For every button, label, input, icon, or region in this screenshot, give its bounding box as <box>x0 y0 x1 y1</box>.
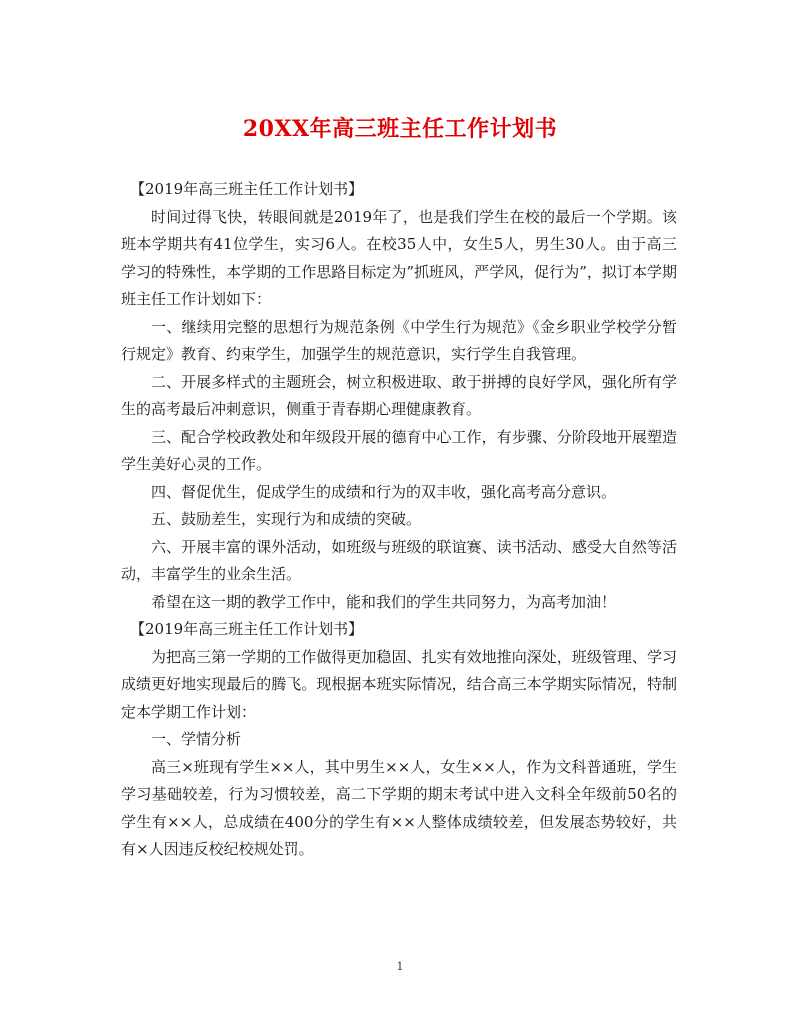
paragraph: 四、督促优生，促成学生的成绩和行为的双丰收，强化高考高分意识。 <box>151 482 617 501</box>
paragraph: 高三×班现有学生××人，其中男生××人，女生××人，作为文科普通班，学生学习基础较差，行为习惯较差，高二下学期的期末考试中进入文科全年级前50名的学生有××人，总成绩在400分的学生有××人整体成绩较差，但发展态势较好，共有×人因违反校纪校规处罚。 <box>121 757 677 858</box>
section-heading: 【2019年高三班主任工作计划书】 <box>130 180 364 198</box>
paragraph: 一、继续用完整的思想行为规范条例《中学生行为规范》《金乡职业学校学分暂行规定》教育、约束学生，加强学生的规范意识，实行学生自我管理。 <box>121 317 677 363</box>
section-heading: 【2019年高三班主任工作计划书】 <box>130 620 364 638</box>
paragraph: 为把高三第一学期的工作做得更加稳固、扎实有效地推向深处，班级管理、学习成绩更好地实现最后的腾飞。现根据本班实际情况，结合高三本学期实际情况，特制定本学期工作计划： <box>121 647 677 721</box>
page-number: 1 <box>396 960 404 973</box>
paragraph: 二、开展多样式的主题班会，树立积极进取、敢于拼搏的良好学风，强化所有学生的高考最后冲刺意识，侧重于青春期心理健康教育。 <box>121 372 677 418</box>
paragraph: 五、鼓励差生，实现行为和成绩的突破。 <box>151 510 422 528</box>
document-body <box>121 176 677 864</box>
paragraph: 六、开展丰富的课外活动，如班级与班级的联谊赛、读书活动、感受大自然等活动，丰富学生的业余生活。 <box>121 537 677 583</box>
paragraph: 三、配合学校政教处和年级段开展的德育中心工作，有步骤、分阶段地开展塑造学生美好心灵的工作。 <box>121 427 677 473</box>
document-title: 20XX年高三班主任工作计划书 <box>242 116 558 142</box>
paragraph: 希望在这一期的教学工作中，能和我们的学生共同努力，为高考加油！ <box>151 592 617 611</box>
paragraph: 时间过得飞快，转眼间就是2019年了，也是我们学生在校的最后一个学期。该班本学期共有41位学生，实习6人。在校35人中，女生5人，男生30人。由于高三学习的特殊性，本学期的工作思路目标定为”抓班风，严学风，促行为”，拟订本学期班主任工作计划如下： <box>121 207 677 308</box>
subheading: 一、学情分析 <box>151 730 242 748</box>
